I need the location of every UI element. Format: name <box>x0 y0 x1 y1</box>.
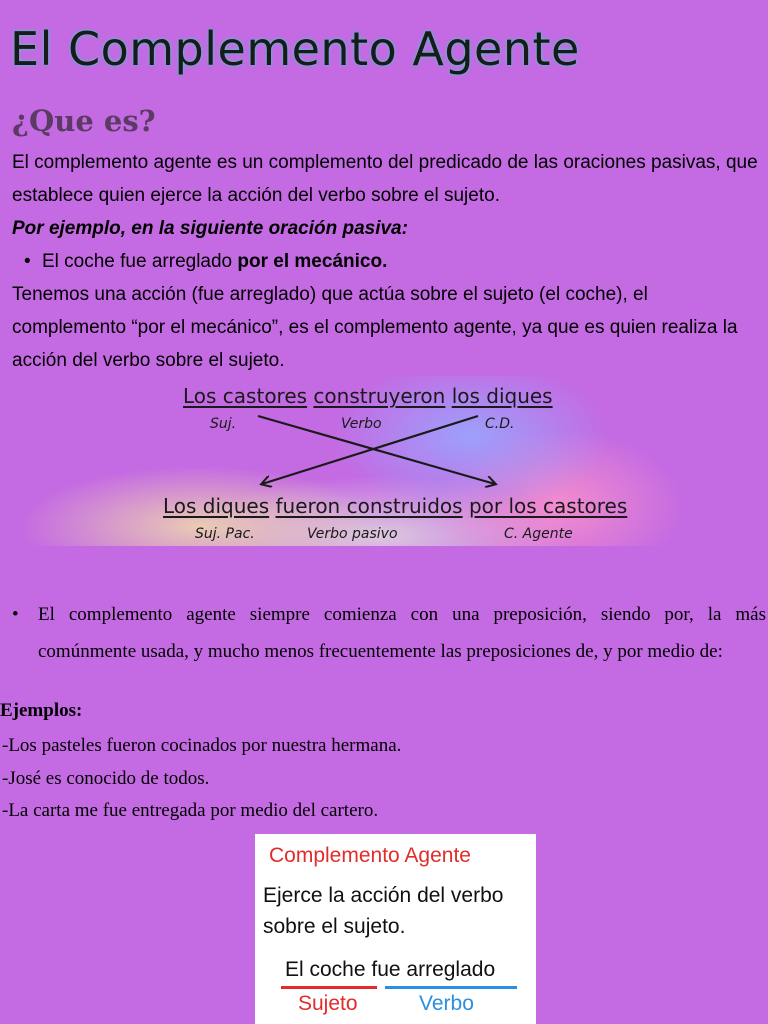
example-intro: Por ejemplo, en la siguiente oración pasiva: <box>12 218 408 239</box>
subject-underline <box>281 986 377 989</box>
examples-heading: Ejemplos: <box>0 700 83 721</box>
example-item: -La carta me fue entregada por medio del cartero. <box>2 800 379 821</box>
example-sentence-prefix: El coche fue arreglado <box>42 251 238 272</box>
passive-agent: por los castores <box>468 494 628 518</box>
example-item: -Los pasteles fueron cocinados por nuestra hermana. <box>2 735 402 756</box>
label-verb: Verbo <box>341 416 382 432</box>
definition-paragraph: El complemento agente es un complemento del predicado de las oraciones pasivas, que establece quien ejerce la acción del verbo sobre el sujeto. <box>12 152 758 206</box>
active-verb: construyeron <box>313 384 446 408</box>
bullet-icon: • <box>24 251 31 272</box>
bullet-icon: • <box>12 604 19 625</box>
passive-subject: Los diques <box>163 494 270 518</box>
summary-card <box>255 834 536 1024</box>
active-subject: Los castores <box>183 384 308 408</box>
active-sentence <box>183 384 553 408</box>
explanation-paragraph: Tenemos una acción (fue arreglado) que actúa sobre el sujeto (el coche), el complemento “por el mecánico”, es el complemento agente, ya que es quien realiza la acción del verbo sobre el sujeto. <box>12 284 738 371</box>
preposition-note: El complemento agente siempre comienza con una preposición, siendo por, la más comúnmente usada, y mucho menos frecuentemente las preposiciones de, y por medio de: <box>38 604 766 662</box>
card-title: Complemento Agente <box>269 844 471 867</box>
subject-label: Sujeto <box>298 992 358 1015</box>
section-heading: ¿Que es? <box>12 104 156 138</box>
passive-diagram <box>0 376 768 546</box>
example-item: -José es conocido de todos. <box>2 768 210 789</box>
passive-sentence <box>163 494 627 518</box>
page-title: El Complemento Agente <box>10 22 580 76</box>
example-bullet <box>24 245 387 278</box>
card-example: El coche fue arreglado <box>285 958 496 981</box>
label-agent: C. Agente <box>504 526 573 542</box>
card-body: Ejerce la acción del verbo sobre el sujeto. <box>263 884 504 938</box>
label-subject: Suj. <box>210 416 237 432</box>
passive-verb: fueron construidos <box>275 494 463 518</box>
label-direct-object: C.D. <box>485 416 515 432</box>
active-object: los diques <box>451 384 553 408</box>
example-sentence-agent: por el mecánico. <box>237 251 388 272</box>
label-patient-subject: Suj. Pac. <box>195 526 255 542</box>
verb-underline <box>385 986 517 989</box>
verb-label: Verbo <box>419 992 474 1015</box>
label-passive-verb: Verbo pasivo <box>307 526 398 542</box>
